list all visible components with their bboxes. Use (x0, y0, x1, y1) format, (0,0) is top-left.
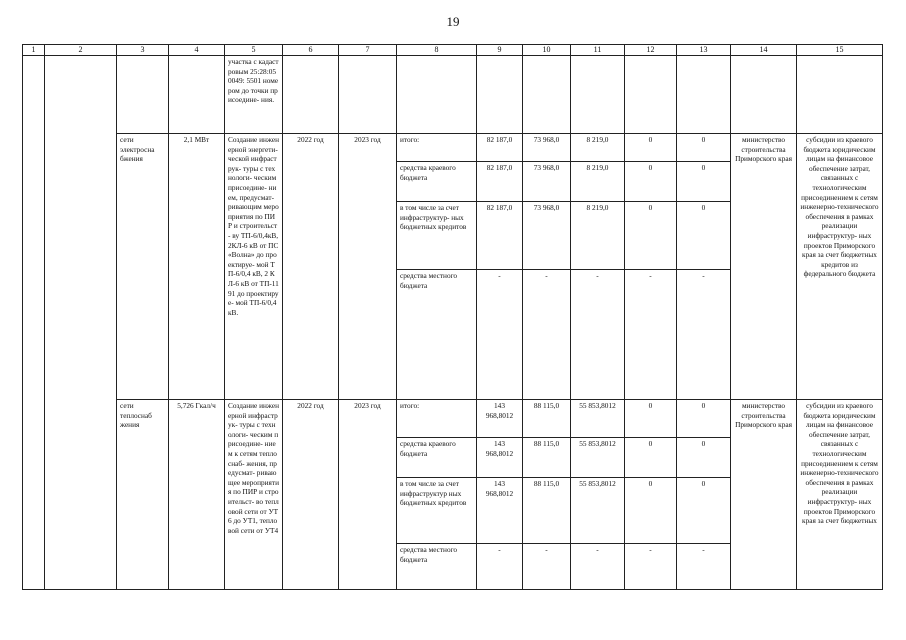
network-name: сети теплоснаб жения (117, 400, 169, 590)
value-cell: 88 115,0 (523, 478, 571, 544)
header-cell: 7 (339, 45, 397, 56)
funding-label: средства местного бюджета (397, 270, 477, 400)
value-cell: 55 853,8012 (571, 400, 625, 438)
responsible-body: министерство строительства Приморского края (731, 400, 797, 590)
value-cell: 82 187,0 (477, 202, 523, 270)
col2-cell (45, 56, 117, 590)
network-name: сети электросна бжения (117, 134, 169, 400)
funding-label: в том числе за счет инфраструктур ных бюджетных кредитов (397, 478, 477, 544)
header-cell: 12 (625, 45, 677, 56)
responsible-body: министерство строительства Приморского края (731, 134, 797, 400)
value-cell: 88 115,0 (523, 438, 571, 478)
value-cell: - (523, 544, 571, 590)
value-cell: 8 219,0 (571, 162, 625, 202)
capacity: 2,1 МВт (169, 134, 225, 400)
program-table (22, 44, 883, 590)
header-cell: 2 (45, 45, 117, 56)
table-cell (397, 56, 477, 134)
table-cell (797, 56, 883, 134)
value-cell: 0 (677, 134, 731, 162)
header-cell: 10 (523, 45, 571, 56)
value-cell: 0 (677, 400, 731, 438)
value-cell: 73 968,0 (523, 162, 571, 202)
value-cell: - (677, 270, 731, 400)
value-cell: 0 (677, 438, 731, 478)
value-cell: 55 853,8012 (571, 438, 625, 478)
funding-label: итого: (397, 400, 477, 438)
table-row (23, 56, 883, 134)
value-cell: 82 187,0 (477, 162, 523, 202)
table-cell (677, 56, 731, 134)
value-cell: 8 219,0 (571, 134, 625, 162)
value-cell: 0 (625, 478, 677, 544)
value-cell: 0 (625, 162, 677, 202)
header-cell: 5 (225, 45, 283, 56)
value-cell: 8 219,0 (571, 202, 625, 270)
table-row (23, 134, 883, 162)
table-cell (523, 56, 571, 134)
header-cell: 4 (169, 45, 225, 56)
funding-label: в том числе за счет инфраструктур- ных бюджетных кредитов (397, 202, 477, 270)
value-cell: 82 187,0 (477, 134, 523, 162)
value-cell: - (677, 544, 731, 590)
value-cell: 0 (677, 478, 731, 544)
table-row (23, 400, 883, 438)
value-cell: 143 968,8012 (477, 400, 523, 438)
start-year: 2022 год (283, 134, 339, 400)
value-cell: - (625, 270, 677, 400)
value-cell: - (477, 270, 523, 400)
header-cell: 9 (477, 45, 523, 56)
header-cell: 15 (797, 45, 883, 56)
funding-note: субсидии из краевого бюджета юридическим лицам на финансовое обеспечение затрат, связанных с технологическим присоединением к сетям инженерно-технического обеспечения в рамках реализации инфраструктур- ных проектов Приморского края за счет бюджетных (797, 400, 883, 590)
funding-label: средства местного бюджета (397, 544, 477, 590)
header-cell: 13 (677, 45, 731, 56)
header-cell: 14 (731, 45, 797, 56)
end-year: 2023 год (339, 400, 397, 590)
measure-description: Создание инженерной инфраструк- туры с технологи- ческим присоедине- нием к сетям теплоснаб- жения, предусмат- ривающее мероприятия по ПИР и строительст- во тепловой сети от УТ 6 до УТ1, тепловой сети от УТ4 (225, 400, 283, 590)
header-cell: 1 (23, 45, 45, 56)
end-year: 2023 год (339, 134, 397, 400)
funding-label: итого: (397, 134, 477, 162)
table-cell (571, 56, 625, 134)
col1-cell (23, 56, 45, 590)
table-cell (477, 56, 523, 134)
table-cell (283, 56, 339, 134)
table-cell (169, 56, 225, 134)
funding-label: средства краевого бюджета (397, 438, 477, 478)
funding-note: субсидии из краевого бюджета юридическим лицам на финансовое обеспечение затрат, связанных с технологическим присоединением к сетям инженерно-технического обеспечения в рамках реализации инфраструктур- ных проектов Приморского края за счет бюджетных кредитов из федерального бюджета (797, 134, 883, 400)
value-cell: 73 968,0 (523, 134, 571, 162)
value-cell: 143 968,8012 (477, 438, 523, 478)
value-cell: - (571, 544, 625, 590)
header-cell: 3 (117, 45, 169, 56)
value-cell: 0 (677, 202, 731, 270)
value-cell: 0 (625, 134, 677, 162)
header-cell: 6 (283, 45, 339, 56)
start-year: 2022 год (283, 400, 339, 590)
table-cell (625, 56, 677, 134)
value-cell: 73 968,0 (523, 202, 571, 270)
table-cell (731, 56, 797, 134)
value-cell: - (477, 544, 523, 590)
value-cell: 0 (625, 400, 677, 438)
top-description: участка с кадастровым 25:28:050049: 5501 номером до точки присоедине- ния. (225, 56, 283, 134)
measure-description: Создание инженерной энергети- ческой инфраструк- туры с технологи- ческим присоедине- нием, предусмат- ривающим мероприятия по ПИР и строительст- ву ТП-6/0,4кВ,2КЛ-6 кВ от ПС «Волна» до проектируе- мой ТП-6/0,4 кВ, 2 КЛ-6 кВ от ТП-1191 до проектируе- мой ТП-6/0,4 кВ. (225, 134, 283, 400)
value-cell: 0 (677, 162, 731, 202)
value-cell: - (523, 270, 571, 400)
value-cell: 143 968,8012 (477, 478, 523, 544)
value-cell: - (571, 270, 625, 400)
value-cell: 0 (625, 202, 677, 270)
table-cell (117, 56, 169, 134)
header-cell: 11 (571, 45, 625, 56)
value-cell: 88 115,0 (523, 400, 571, 438)
value-cell: - (625, 544, 677, 590)
table-cell (339, 56, 397, 134)
page-number: 19 (446, 14, 460, 29)
value-cell: 0 (625, 438, 677, 478)
value-cell: 55 853,8012 (571, 478, 625, 544)
capacity: 5,726 Гкал/ч (169, 400, 225, 590)
header-cell: 8 (397, 45, 477, 56)
funding-label: средства краевого бюджета (397, 162, 477, 202)
header-row (23, 45, 883, 56)
